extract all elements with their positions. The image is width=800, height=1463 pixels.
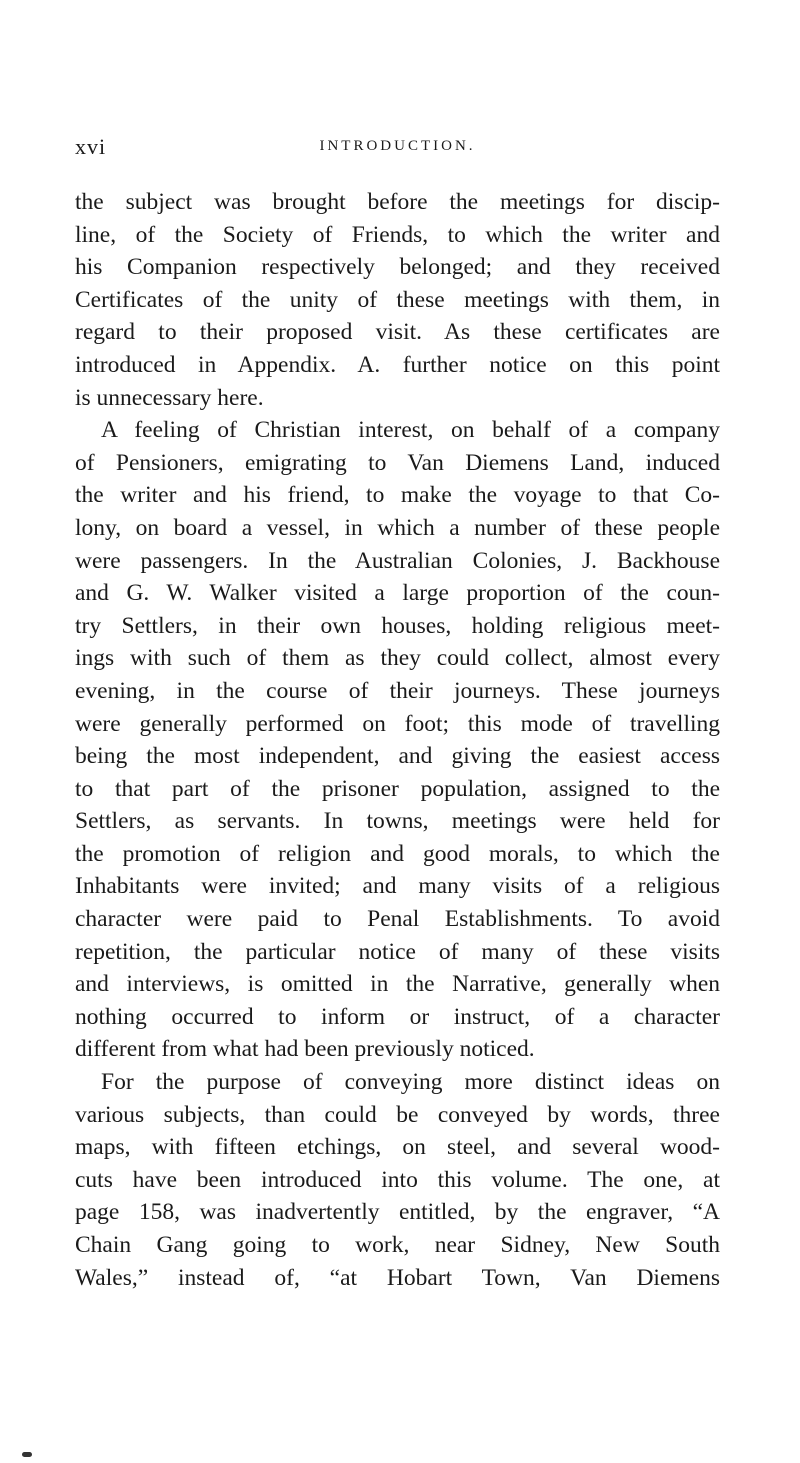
- page-number: xvi: [75, 134, 107, 159]
- paragraph-2: [75, 414, 720, 1066]
- text-line: evening, in the course of their journeys. These journeys: [75, 677, 720, 704]
- text-line: being the most independent, and giving the easiest access: [75, 743, 720, 770]
- text-line: different from what had been previously noticed.: [75, 1036, 535, 1063]
- text-line: Certificates of the unity of these meetings with them, in: [75, 286, 720, 313]
- text-line: of Pensioners, emigrating to Van Diemens Land, induced: [75, 449, 720, 476]
- text-line: maps, with fifteen etchings, on steel, and several wood-: [75, 1134, 720, 1161]
- text-line: repetition, the particular notice of many of these visits: [75, 938, 720, 965]
- ink-speck: [22, 1452, 32, 1457]
- text-line: Settlers, as servants. In towns, meetings were held for: [75, 808, 720, 835]
- paragraph-1: [75, 186, 720, 414]
- text-line: lony, on board a vessel, in which a number of these people: [75, 514, 720, 541]
- text-line: the promotion of religion and good morals, to which the: [75, 840, 720, 867]
- text-line: ings with such of them as they could collect, almost every: [75, 645, 720, 672]
- text-line: introduced in Appendix. A. further notice on this point: [75, 351, 720, 378]
- text-line: nothing occurred to inform or instruct, of a character: [75, 1003, 720, 1030]
- text-line: line, of the Society of Friends, to which the writer and: [75, 221, 720, 248]
- text-line: the subject was brought before the meetings for discip-: [75, 189, 720, 215]
- body-text: [75, 186, 720, 1294]
- text-line: Wales,” instead of, “at Hobart Town, Van Diemens: [75, 1264, 720, 1291]
- text-line: various subjects, than could be conveyed by words, three: [75, 1101, 720, 1128]
- text-line: his Companion respectively belonged; and they received: [75, 254, 720, 281]
- text-line: A feeling of Christian interest, on behalf of a company: [101, 417, 720, 444]
- text-line: character were paid to Penal Establishments. To avoid: [75, 906, 720, 933]
- text-line: were passengers. In the Australian Colonies, J. Backhouse: [75, 547, 720, 574]
- text-line: try Settlers, in their own houses, holding religious meet-: [75, 612, 720, 639]
- text-line: the writer and his friend, to make the voyage to that Co-: [75, 482, 720, 509]
- text-line: to that part of the prisoner population, assigned to the: [75, 775, 720, 802]
- text-line: page 158, was inadvertently entitled, by the engraver, “A: [75, 1199, 720, 1226]
- text-line: is unnecessary here.: [75, 384, 264, 411]
- running-title: INTRODUCTION.: [319, 138, 476, 154]
- text-line: cuts have been introduced into this volume. The one, at: [75, 1166, 720, 1193]
- text-line: regard to their proposed visit. As these certificates are: [75, 319, 720, 346]
- text-line: Inhabitants were invited; and many visits of a religious: [75, 873, 720, 900]
- text-line: Chain Gang going to work, near Sidney, New South: [75, 1232, 720, 1258]
- text-line: and G. W. Walker visited a large proportion of the coun-: [75, 580, 720, 607]
- paragraph-3: [75, 1066, 720, 1294]
- text-line: and interviews, is omitted in the Narrative, generally when: [75, 971, 720, 998]
- text-line: were generally performed on foot; this mode of travelling: [75, 710, 720, 737]
- book-page: [75, 130, 720, 1294]
- text-line: For the purpose of conveying more distinct ideas on: [101, 1069, 720, 1096]
- running-head: [75, 130, 720, 164]
